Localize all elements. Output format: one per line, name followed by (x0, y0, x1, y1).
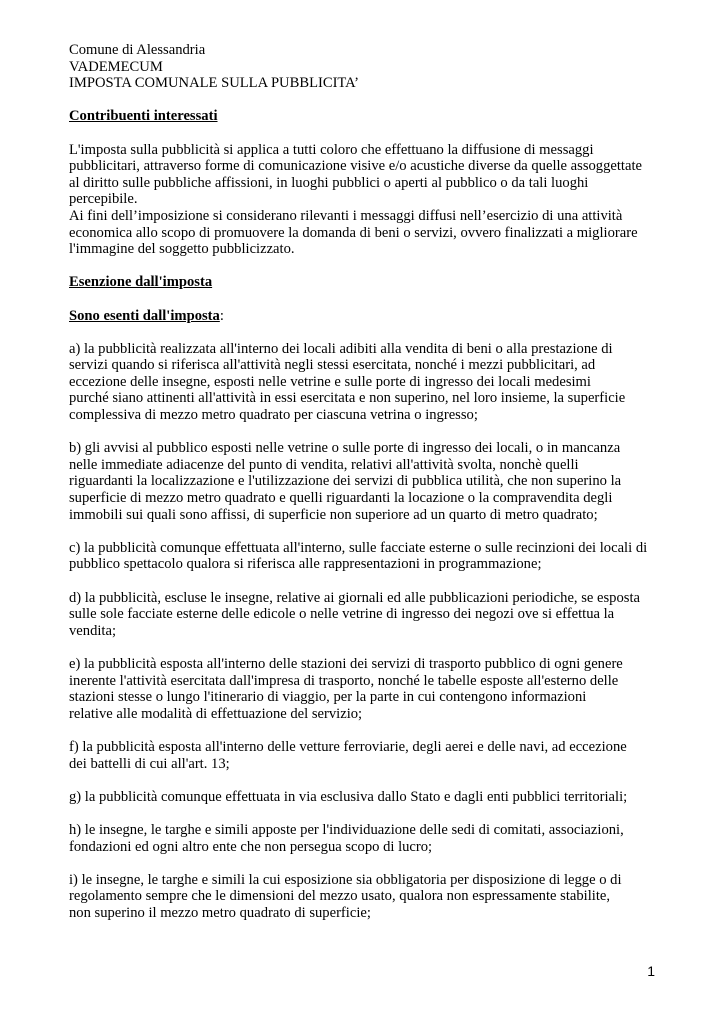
text-line: b) gli avvisi al pubblico esposti nelle vetrine o sulle porte di ingresso dei locali, o in mancanza (69, 440, 621, 457)
paragraph-imposta (69, 142, 659, 258)
text-line: Ai fini dell’imposizione si considerano rilevanti i messaggi diffusi nell’esercizio di una attività (69, 207, 623, 224)
heading-esenzione: Esenzione dall'imposta (69, 274, 213, 291)
heading-contribuenti: Contribuenti interessati (69, 108, 218, 125)
text-line: inerente l'attività esercitata dall'impresa di trasporto, nonché le tabelle esposte all'esterno delle (69, 672, 619, 689)
exemption-item (69, 540, 659, 573)
exemption-item (69, 739, 659, 772)
text-line: purché siano attinenti all'attività in essi esercitata e non superino, nel loro insieme, la superficie (69, 390, 626, 407)
exemption-item (69, 822, 659, 855)
exemption-item (69, 440, 659, 523)
text-line: immobili sui quali sono affissi, di superficie non superiore ad un quarto di metro quadrato; (69, 506, 598, 523)
exemption-item (69, 341, 659, 424)
subheading-colon: : (219, 307, 224, 324)
exemption-item (69, 789, 659, 806)
text-line: nelle immediate adiacenze del punto di vendita, relativi all'attività svolta, nonchè quelli (69, 456, 579, 473)
text-line: eccezione delle insegne, esposti nelle vetrine e sulle porte di ingresso dei locali medesimi (69, 373, 591, 390)
exemption-item (69, 872, 659, 922)
text-line: f) la pubblicità esposta all'interno delle vetture ferroviarie, degli aerei e delle navi, ad eccezione (69, 738, 627, 755)
exemption-item (69, 590, 659, 640)
header-title: IMPOSTA COMUNALE SULLA PUBBLICITA’ (69, 75, 359, 92)
header-vademecum: VADEMECUM (69, 58, 163, 75)
text-line: h) le insegne, le targhe e simili apposte per l'individuazione delle sedi di comitati, associazioni, (69, 821, 624, 838)
text-line: c) la pubblicità comunque effettuata all'interno, sulle facciate esterne o sulle recinzioni dei locali di (69, 539, 648, 556)
text-line: g) la pubblicità comunque effettuata in via esclusiva dallo Stato e dagli enti pubblici territoriali; (69, 788, 628, 805)
text-line: pubblico spettacolo qualora si riferisca alle rappresentazioni in programmazione; (69, 556, 542, 573)
text-line: regolamento sempre che le dimensioni del mezzo usato, qualora non espressamente stabilite, (69, 888, 611, 905)
document-body (69, 42, 659, 921)
text-line: e) la pubblicità esposta all'interno delle stazioni dei servizi di trasporto pubblico di ogni genere (69, 655, 623, 672)
text-line: riguardanti la localizzazione e l'utilizzazione dei servizi di pubblica utilità, che non superino la (69, 473, 622, 490)
text-line: fondazioni ed ogni altro ente che non persegua scopo di lucro; (69, 838, 433, 855)
exemption-item (69, 656, 659, 722)
subheading-esenti-text: Sono esenti dall'imposta (69, 307, 220, 324)
text-line: relative alle modalità di effettuazione del servizio; (69, 705, 363, 722)
text-line: economica allo scopo di promuovere la domanda di beni o servizi, ovvero finalizzati a migliorare (69, 224, 638, 241)
text-line: superficie di mezzo metro quadrato e quelli riguardanti la locazione o la compravendita degli (69, 490, 613, 507)
text-line: stazioni stesse o lungo l'itinerario di viaggio, per la parte in cui contengono informazioni (69, 689, 587, 706)
subheading-esenti (69, 308, 659, 325)
text-line: servizi quando si riferisca all'attività negli stessi esercitata, nonché i mezzi pubblicitari, ad (69, 357, 596, 374)
text-line: al diritto sulle pubbliche affissioni, in luoghi pubblici o aperti al pubblico o da tali luoghi (69, 174, 589, 191)
text-line: vendita; (69, 622, 117, 639)
text-line: l'immagine del soggetto pubblicizzato. (69, 241, 295, 258)
text-line: sulle sole facciate esterne delle edicole o nelle vetrine di ingresso dei negozi ove si effettua la (69, 606, 615, 623)
text-line: pubblicitari, attraverso forme di comunicazione visive e/o acustiche diverse da quelle assoggettate (69, 158, 642, 175)
text-line: non superino il mezzo metro quadrato di superficie; (69, 904, 371, 921)
text-line: i) le insegne, le targhe e simili la cui esposizione sia obbligatoria per disposizione di legge o di (69, 871, 622, 888)
text-line: dei battelli di cui all'art. 13; (69, 755, 230, 772)
header-municipality: Comune di Alessandria (69, 42, 206, 58)
text-line: d) la pubblicità, escluse le insegne, relative ai giornali ed alle pubblicazioni periodiche, se esposta (69, 589, 640, 606)
exemption-list (69, 324, 659, 921)
page-number: 1 (647, 963, 655, 979)
text-line: a) la pubblicità realizzata all'interno dei locali adibiti alla vendita di beni o alla prestazione di (69, 340, 613, 357)
text-line: percepibile. (69, 191, 138, 208)
text-line: L'imposta sulla pubblicità si applica a tutti coloro che effettuano la diffusione di messaggi (69, 141, 594, 158)
text-line: complessiva di mezzo metro quadrato per ciascuna vetrina o ingresso; (69, 407, 478, 424)
